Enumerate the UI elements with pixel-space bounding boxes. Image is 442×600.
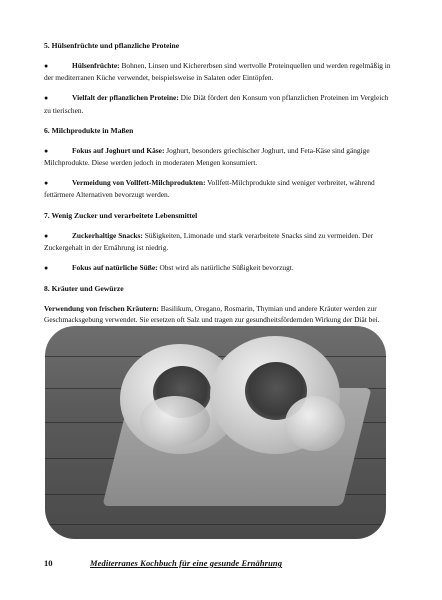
bullet-icon: ● bbox=[44, 179, 49, 188]
bullet-label: Zuckerhaltige Snacks: bbox=[72, 230, 143, 240]
bullet-icon: ● bbox=[44, 264, 49, 273]
page-number: 10 bbox=[44, 558, 53, 568]
section-heading-6: 6. Milchprodukte in Maßen bbox=[44, 125, 134, 135]
bullet-text: Vollfett-Milchprodukte sind weniger verbreitet, während fettärmere Alternativen bevorzugt werden. bbox=[44, 178, 375, 200]
bullet-text: Obst wird als natürliche Süßigkeit bevorzugt. bbox=[157, 263, 294, 273]
bullet-label: Vielfalt der pflanzlichen Proteine: bbox=[72, 93, 179, 103]
bullet-icon: ● bbox=[44, 146, 49, 155]
bullet-item bbox=[44, 262, 396, 274]
section-heading-5: 5. Hülsenfrüchte und pflanzliche Proteine bbox=[44, 41, 180, 50]
bullet-item bbox=[44, 177, 396, 200]
food-photo bbox=[45, 326, 386, 539]
bullet-text: Bohnen, Linsen und Kichererbsen sind wertvolle Proteinquellen und werden regelmäßig in der mediterranen Küche verwendet, beispielsweise in Salaten oder Eintöpfen. bbox=[44, 61, 391, 83]
bullet-label: Hülsenfrüchte: bbox=[72, 61, 120, 70]
bullet-icon: ● bbox=[44, 62, 49, 70]
page-content bbox=[44, 40, 396, 335]
page-footer bbox=[44, 557, 396, 575]
paragraph-text: Basilikum, Oregano, Rosmarin, Thymian und andere Kräuter werden zur Geschmacksgebung verwendet. Sie ersetzen oft Salz und tragen zur gesundheitsfördernden Wirkung der Diät bei. bbox=[44, 304, 380, 325]
bullet-label: Vermeidung von Vollfett-Milchprodukten: bbox=[72, 178, 206, 188]
section-heading-7: 7. Wenig Zucker und verarbeitete Lebensmittel bbox=[44, 210, 198, 220]
bullet-text: Joghurt, besonders griechischer Joghurt, und Feta-Käse sind gängige Milchprodukte. Diese werden jedoch in moderaten Mengen konsumiert. bbox=[44, 145, 370, 168]
bullet-icon: ● bbox=[44, 94, 49, 103]
bullet-icon: ● bbox=[44, 231, 49, 240]
bullet-item bbox=[44, 230, 396, 253]
bullet-label: Fokus auf Joghurt und Käse: bbox=[72, 145, 165, 155]
bullet-text: Die Diät fördert den Konsum von pflanzlichen Proteinen im Vergleich zu tierischen. bbox=[44, 93, 389, 115]
bullet-item bbox=[44, 60, 396, 83]
section-heading-8: 8. Kräuter und Gewürze bbox=[44, 284, 124, 294]
book-title: Mediterranes Kochbuch für eine gesunde Ernährung bbox=[90, 558, 283, 568]
bullet-item bbox=[44, 92, 396, 115]
bullet-item bbox=[44, 145, 396, 168]
paragraph bbox=[44, 303, 396, 325]
paragraph-label: Verwendung von frischen Kräutern: bbox=[44, 304, 159, 314]
bullet-text: Süßigkeiten, Limonade und stark verarbeitete Snacks sind zu vermeiden. Der Zuckergehalt in der Ernährung ist niedrig. bbox=[44, 230, 374, 252]
bullet-label: Fokus auf natürliche Süße: bbox=[72, 263, 158, 273]
